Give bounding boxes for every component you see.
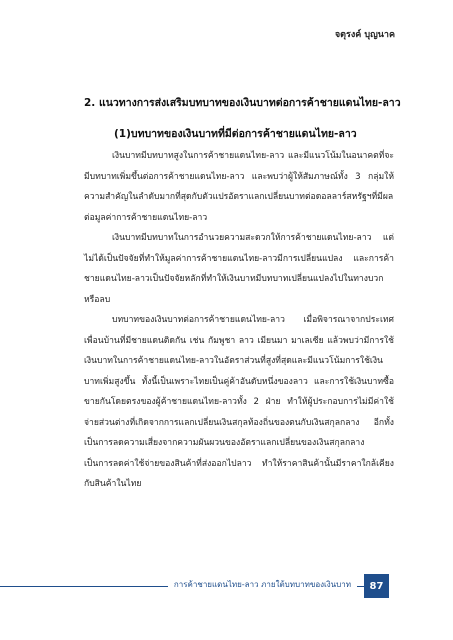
paragraph: เงินบาทมีบทบาทสูงในการค้าชายแดนไทย-ลาว และมีแนวโน้มในอนาคตที่จะมีบทบาทเพิ่มขึ้นต่อการค้าชายแดนไทย-ลาว และพบว่าผู้ให้สัมภาษณ์ทั้ง 3 กลุ่มให้ความสำคัญในลำดับมากที่สุดกับตัวแปรอัตราแลกเปลี่ยนบาทต่อดอลลาร์สหรัฐฯที่มีผลต่อมูลค่าการค้าชายแดนไทย-ลาว — [84, 151, 394, 223]
body-text — [84, 146, 394, 495]
section-title: 2. แนวทางการส่งเสริมบทบาทของเงินบาทต่อการค้าชายแดนไทย-ลาว — [84, 97, 401, 109]
paragraph: บทบาทของเงินบาทต่อการค้าชายแดนไทย-ลาว เมื่อพิจารณาจากประเทศเพื่อนบ้านที่มีชายแดนติดกัน เช่น กัมพูชา ลาว เมียนมา มาเลเซีย แล้วพบว่ามีการใช้เงินบาทในการค้าชายแดนไทย-ลาวในอัตราส่วนที่สูงที่สุดและมีแนวโน้มการใช้เงินบาทเพิ่มสูงขึ้น ทั้งนี้เป็นเพราะไทยเป็นคู่ค้าอันดับหนึ่งของลาว และการใช้เงินบาทซื้อขายกันโดยตรงของผู้ค้าชายแดนไทย-ลาวทั้ง 2 ฝ่าย ทำให้ผู้ประกอบการไม่มีค่าใช้จ่ายส่วนต่างที่เกิดจากการแลกเปลี่ยนเงินสกุลท้องถิ่นของตนกับเงินสกุลกลาง อีกทั้งเป็นการลดความเสี่ยงจากความผันผวนของอัตราแลกเปลี่ยนของเงินสกุลกลาง เป็นการลดค่าใช้จ่ายของสินค้าที่ส่งออกไปลาว ทำให้ราคาสินค้านั้นมีราคาใกล้เคียงกับสินค้าในไทย — [84, 315, 394, 489]
author-name: จตุรงค์ บุญนาค — [334, 30, 395, 40]
page-number: 87 — [364, 574, 389, 598]
running-title: การค้าชายแดนไทย-ลาว ภายใต้บทบาทของเงินบาท — [168, 578, 357, 591]
subsection-title: (1)บทบาทของเงินบาทที่มีต่อการค้าชายแดนไทย-ลาว — [114, 128, 357, 140]
page-footer — [0, 574, 453, 598]
paragraph: เงินบาทมีบทบาทในการอำนวยความสะดวกให้การค้าชายแดนไทย-ลาว แต่ไม่ได้เป็นปัจจัยที่ทำให้มูลค่าการค้าชายแดนไทย-ลาวมีการเปลี่ยนแปลง และการค้าชายแดนไทย-ลาวเป็นปัจจัยหลักที่ทำให้เงินบาทมีบทบาทเปลี่ยนแปลงไปในทางบวกหรือลบ — [84, 233, 394, 305]
